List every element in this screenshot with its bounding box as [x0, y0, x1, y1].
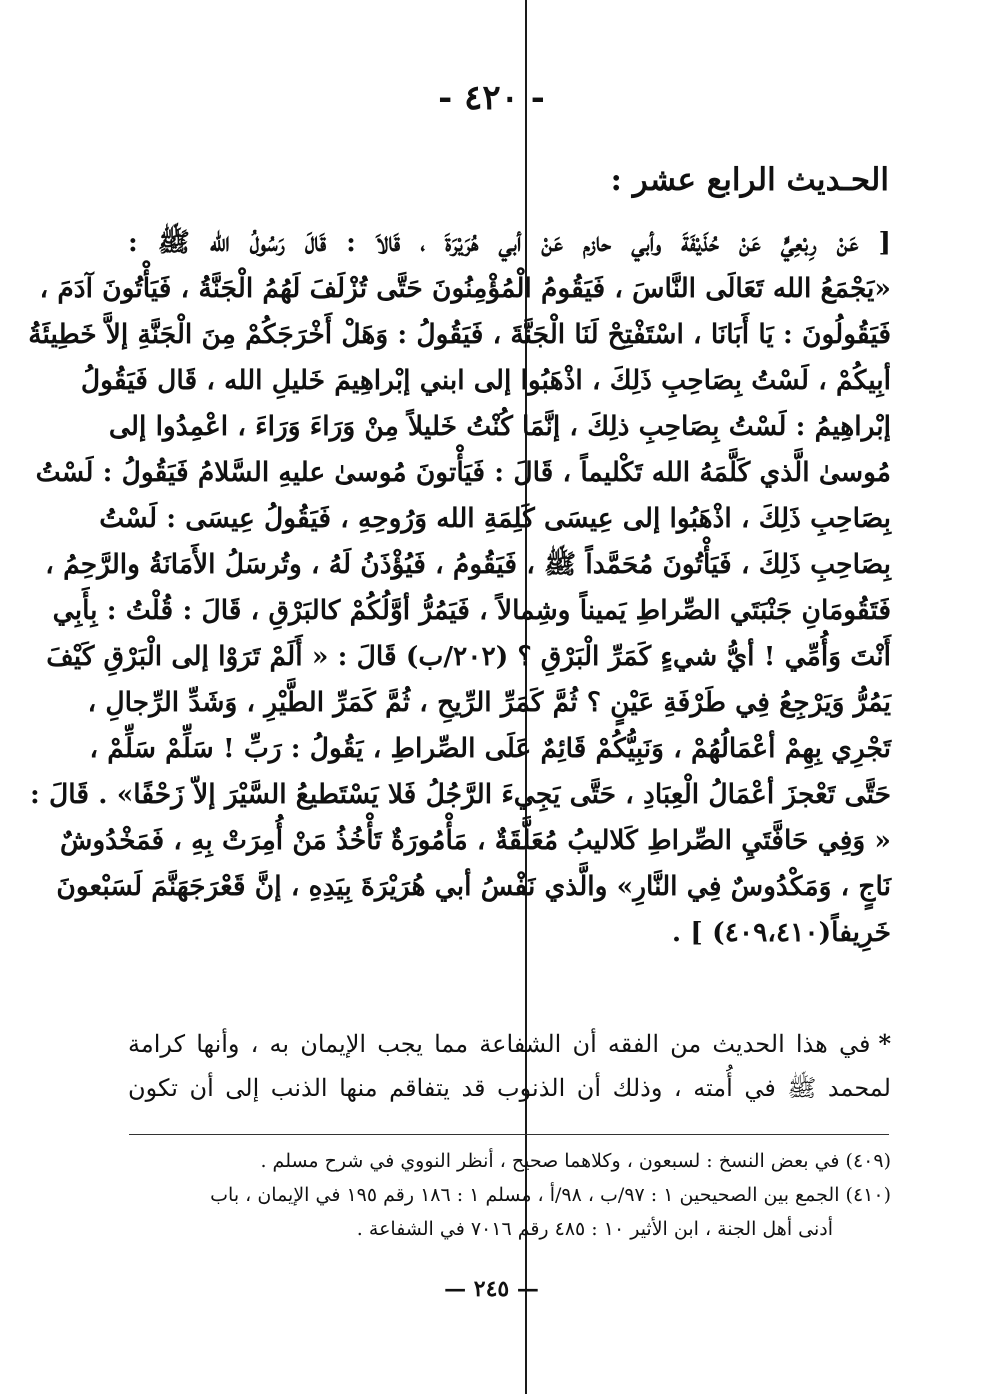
- hadith-line: إبْراهِيمُ : لَسْتُ بِصَاحِبِ ذلِكَ ، إنَّمَا كُنْتُ خَليلاً مِنْ وَرَاءَ وَرَاءَ ، اعْمِدُوا إلى: [108, 411, 891, 442]
- commentary-line: [128, 1022, 891, 1066]
- section-heading: الحـديث الرابع عشر :: [610, 162, 889, 198]
- hadith-line: بِصَاحِبِ ذَلِكَ ، اذْهَبُوا إلى عِيسَى كَلِمَةِ الله وَرُوحِهِ ، فَيَقُولُ عِيسَى : لَسْتُ: [99, 503, 891, 534]
- footnote-409: (٤٠٩) في بعض النسخ : لسبعون ، وكلاهما صحيح ، أنظر النووي في شرح مسلم .: [260, 1150, 891, 1172]
- commentary-text: [128, 1022, 891, 1110]
- commentary-line: لمحمد ﷺ في أُمته ، وذلك أن الذنوب قد يتفاقم منها الذنب إلى أن تكون: [128, 1074, 891, 1102]
- hadith-line: « وَفِي حَافَّتَيِ الصِّراطِ كَلاليبُ مُعَلَّقَةٌ ، مَأْمُورَةٌ تَأْخُذُ مَنْ أُمِرَتْ بِهِ ، فَمَخْدُوشٌ: [60, 825, 891, 856]
- hadith-line: حَتَّى تَعْجزَ أعْمَالُ الْعِبَادِ ، حَتَّى يَجِيءَ الرَّجُلُ فَلا يَسْتَطيعُ السَّيْرَ إلاّ زَحْفًا» . قَالَ :: [30, 779, 891, 810]
- hadith-line: خَرِيفاً(٤٠٩،٤١٠) ] .: [671, 917, 891, 948]
- hadith-line: «يَجْمَعُ الله تَعَالَى النَّاسَ ، فَيَقُومُ الْمُؤْمِنُونَ حَتَّى تُزْلَفَ لَهُمُ الْجَنَّةُ ، فَيَأْتُونَ آدَمَ ،: [39, 273, 891, 304]
- top-page-number: - ٤٢٠ -: [438, 78, 545, 118]
- hadith-line: بِصَاحِبِ ذَلِكَ ، فَيَأْتُونَ مُحَمَّداً ﷺ ، فَيَقُومُ ، فَيُؤْذَنُ لَهُ ، وتُرسَلُ الأَمَانَةُ والرَّحِمُ ،: [45, 549, 891, 580]
- hadith-line: [ عَنْ رِبْعِيٍّ عَنْ حُذَيْفَةَ وأبي حازم عَنْ أبي هُرَيْرَةَ ، قَالاَ : قَالَ رَسُولُ الله ﷺ :: [128, 227, 891, 258]
- footnote-410-continued: أدنى أهل الجنة ، ابن الأثير ١٠ : ٤٨٥ رقم ٧٠١٦ في الشفاعة .: [356, 1218, 833, 1240]
- hadith-line: يَمُرُّ وَيَرْجِعُ فِي طَرْفَةِ عَيْنٍ ؟ ثُمَّ كَمَرِّ الرِّيحِ ، ثُمَّ كَمَرِّ الطَّيْرِ ، وَشَدِّ الرِّجالِ ،: [87, 687, 891, 718]
- bottom-page-number: — ٢٤٥ —: [444, 1276, 539, 1302]
- hadith-text: [28, 220, 891, 956]
- hadith-line: مُوسىٰ الَّذي كَلَّمَهُ الله تَكْليماً ، قَالَ : فَيَأْتونَ مُوسىٰ عليهِ السَّلامُ فَيَقُولُ : لَسْتُ: [35, 457, 891, 488]
- hadith-line: تَجْرِي بِهِمْ أعْمَالُهُمْ ، وَنَبِيُّكُمْ قَائِمٌ عَلَى الصِّراطِ ، يَقُولُ : رَبِّ ! سَلِّمْ سَلِّمْ ،: [89, 733, 891, 764]
- star-marker: *: [878, 1029, 891, 1058]
- hadith-line: نَاجٍ ، وَمَكْدُوسٌ فِي النَّارِ» والَّذي نَفْسُ أبي هُرَيْرَةَ بِيَدِهِ ، إنَّ قَعْرَجَهَنَّمَ لَسَبْعونَ: [56, 871, 891, 902]
- footnote-410: (٤١٠) الجمع بين الصحيحين ١ : ٩٧/ب ، ٩٨/أ ، مسلم ١ : ١٨٦ رقم ١٩٥ في الإيمان ، باب: [210, 1184, 891, 1206]
- commentary-line-text: في هذا الحديث من الفقه أن الشفاعة مما يجب الإيمان به ، وأنها كرامة: [128, 1030, 871, 1058]
- footnotes: [128, 1144, 891, 1246]
- hadith-line: فَتَقُومَانِ جَنْبَتَي الصِّراطِ يَميناً وشِمالاً ، فَيَمُرُّ أوَّلُكُمْ كالبَرْقِ ، قَالَ : قُلْتُ : بِأَبِي: [52, 595, 891, 626]
- footnote-divider: [129, 1134, 889, 1135]
- hadith-line: أبِيكُمْ ، لَسْتُ بِصَاحِبِ ذَلِكَ ، اذْهَبُوا إلى ابني إبْراهِيمَ خَليلِ الله ، قَال فَيَقُولُ: [80, 365, 891, 396]
- hadith-line: فَيَقُولُونَ : يَا أَبَانَا ، اسْتَفْتِحْ لَنَا الْجَنَّةَ ، فَيَقُولُ : وَهَلْ أَخْرَجَكُمْ مِنَ الْجَنَّةِ إلاَّ خَطِيئَةُ: [28, 319, 891, 350]
- hadith-line: أَنْتَ وَأُمِّي ! أيُّ شيءٍ كَمَرِّ الْبَرْقِ ؟ (٢٠٢/ب) قَالَ : « أَلَمْ تَرَوْا إلى الْبَرْقِ كَيْفَ: [46, 641, 891, 672]
